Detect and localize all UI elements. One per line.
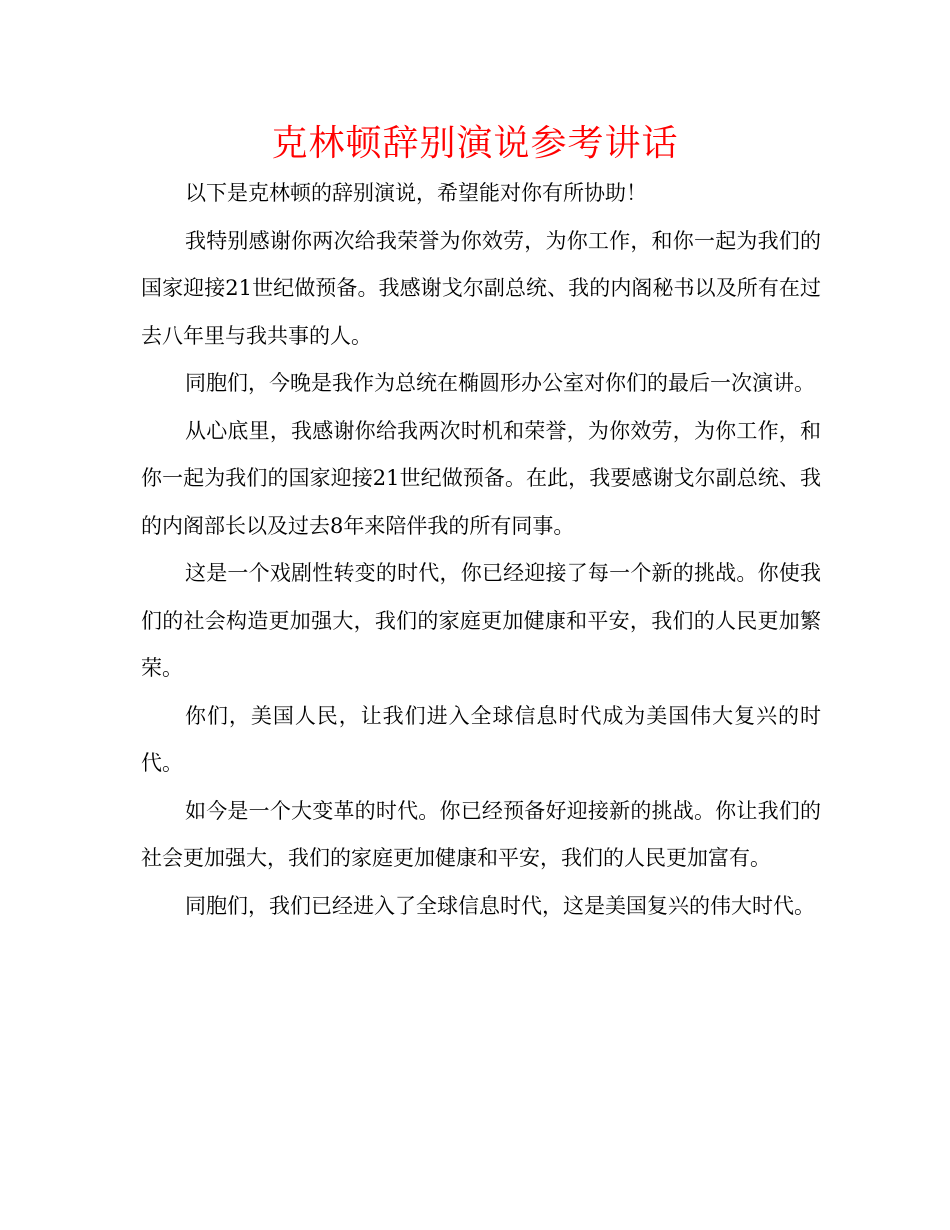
document-title: 克林顿辞别演说参考讲话 [271,123,679,164]
paragraph-american-people: 你们，美国人民，让我们进入全球信息时代成为美国伟大复兴的时代。 [141,703,821,775]
paragraph-dramatic-change: 这是一个戏剧性转变的时代，你已经迎接了每一个新的挑战。你使我们的社会构造更加强大，我们的家庭更加健康和平安，我们的人民更加繁荣。 [141,561,821,680]
paragraph-great-change: 如今是一个大变革的时代。你已经预备好迎接新的挑战。你让我们的社会更加强大，我们的家庭更加健康和平安，我们的人民更加富有。 [141,798,821,870]
paragraph-thanks: 我特别感谢你两次给我荣誉为你效劳，为你工作，和你一起为我们的国家迎接21世纪做预备。我感谢戈尔副总统、我的内阁秘书以及所有在过去八年里与我共事的人。 [141,228,821,348]
paragraph-last-speech: 同胞们，今晚是我作为总统在椭圆形办公室对你们的最后一次演讲。 [185,371,815,395]
paragraph-information-age: 同胞们，我们已经进入了全球信息时代，这是美国复兴的伟大时代。 [185,893,815,918]
paragraph-heartfelt-thanks: 从心底里，我感谢你给我两次时机和荣誉，为你效劳，为你工作，和你一起为我们的国家迎接21世纪做预备。在此，我要感谢戈尔副总统、我的内阁部长以及过去8年来陪伴我的所有同事。 [141,418,821,538]
document-body [141,170,821,930]
paragraph-intro: 以下是克林顿的辞别演说，希望能对你有所协助！ [185,181,647,205]
